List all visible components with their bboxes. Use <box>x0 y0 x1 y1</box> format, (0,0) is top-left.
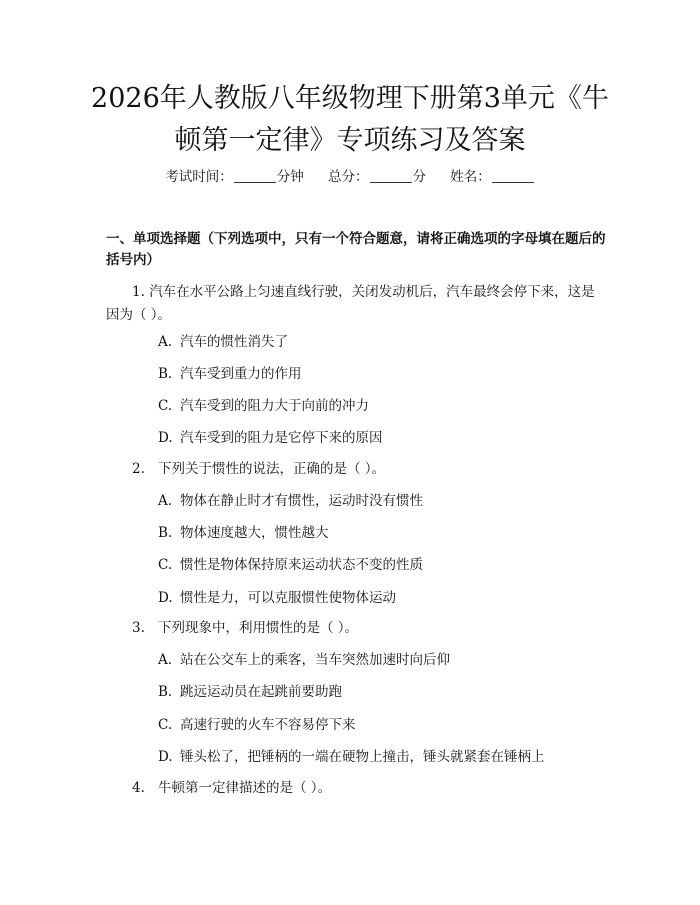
question-1-option-a <box>158 332 288 352</box>
question-4-number: 4. <box>132 780 145 796</box>
question-1 <box>106 281 606 327</box>
question-2 <box>132 458 385 481</box>
question-1-option-d <box>158 428 383 448</box>
question-3-option-b <box>158 682 342 702</box>
option-letter: A. <box>158 334 173 350</box>
option-letter: D. <box>158 749 173 765</box>
question-1-number: 1. <box>132 284 145 300</box>
total-score-label: 总分： <box>328 169 369 185</box>
option-letter: D. <box>158 430 173 446</box>
option-text: 惯性是物体保持原来运动状态不变的性质 <box>180 557 423 573</box>
question-3-option-d <box>158 747 545 767</box>
question-1-option-c <box>158 396 369 416</box>
question-2-option-b <box>158 523 329 543</box>
question-2-number: 2. <box>132 461 145 477</box>
option-letter: B. <box>158 684 173 700</box>
option-text: 高速行驶的火车不容易停下来 <box>180 717 356 733</box>
question-4-text: 牛顿第一定律描述的是（ ）。 <box>158 780 332 796</box>
option-letter: A. <box>158 652 173 668</box>
total-score-unit: 分 <box>412 169 426 185</box>
option-text: 惯性是力，可以克服惯性使物体运动 <box>180 590 396 606</box>
option-text: 跳远运动员在起跳前要助跑 <box>180 684 342 700</box>
question-3-number: 3. <box>132 620 145 636</box>
question-1-option-b <box>158 364 302 384</box>
question-4 <box>132 777 331 800</box>
option-text: 物体速度越大，惯性越大 <box>180 525 329 541</box>
page-title <box>80 78 620 162</box>
exam-time <box>165 169 304 185</box>
question-3 <box>132 617 358 640</box>
option-text: 汽车受到重力的作用 <box>180 366 302 382</box>
option-text: 汽车的惯性消失了 <box>180 334 288 350</box>
option-text: 汽车受到的阻力大于向前的冲力 <box>180 398 369 414</box>
question-2-option-d <box>158 588 396 608</box>
title-line-2: 顿第一定律》专项练习及答案 <box>174 125 526 156</box>
option-letter: C. <box>158 557 173 573</box>
total-score <box>328 169 426 185</box>
title-line-1: 2026年人教版八年级物理下册第3单元《牛 <box>91 83 609 114</box>
student-name-blank <box>492 168 534 183</box>
exam-time-unit: 分钟 <box>276 169 304 185</box>
option-letter: D. <box>158 590 173 606</box>
option-text: 物体在静止时才有惯性，运动时没有惯性 <box>180 493 423 509</box>
option-text: 锤头松了，把锤柄的一端在硬物上撞击，锤头就紧套在锤柄上 <box>180 749 545 765</box>
question-3-option-a <box>158 650 450 670</box>
question-2-option-a <box>158 491 423 511</box>
student-name-label: 姓名： <box>450 169 491 185</box>
question-3-option-c <box>158 715 356 735</box>
exam-time-label: 考试时间： <box>165 169 233 185</box>
option-text: 汽车受到的阻力是它停下来的原因 <box>180 430 383 446</box>
option-letter: B. <box>158 366 173 382</box>
question-2-text: 下列关于惯性的说法，正确的是（ ）。 <box>158 461 386 477</box>
total-score-blank <box>370 168 412 183</box>
question-3-text: 下列现象中，利用惯性的是（ ）。 <box>158 620 359 636</box>
question-2-option-c <box>158 555 423 575</box>
option-letter: C. <box>158 717 173 733</box>
option-letter: B. <box>158 525 173 541</box>
exam-info <box>0 167 700 187</box>
student-name <box>450 169 535 185</box>
option-text: 站在公交车上的乘客，当车突然加速时向后仰 <box>180 652 450 668</box>
exam-time-blank <box>234 168 276 183</box>
question-1-text: 汽车在水平公路上匀速直线行驶，关闭发动机后，汽车最终会停下来，这是因为（ ）。 <box>106 284 595 323</box>
option-letter: C. <box>158 398 173 414</box>
section-heading: 一、单项选择题（下列选项中，只有一个符合题意，请将正确选项的字母填在题后的括号内） <box>106 231 606 268</box>
option-letter: A. <box>158 493 173 509</box>
